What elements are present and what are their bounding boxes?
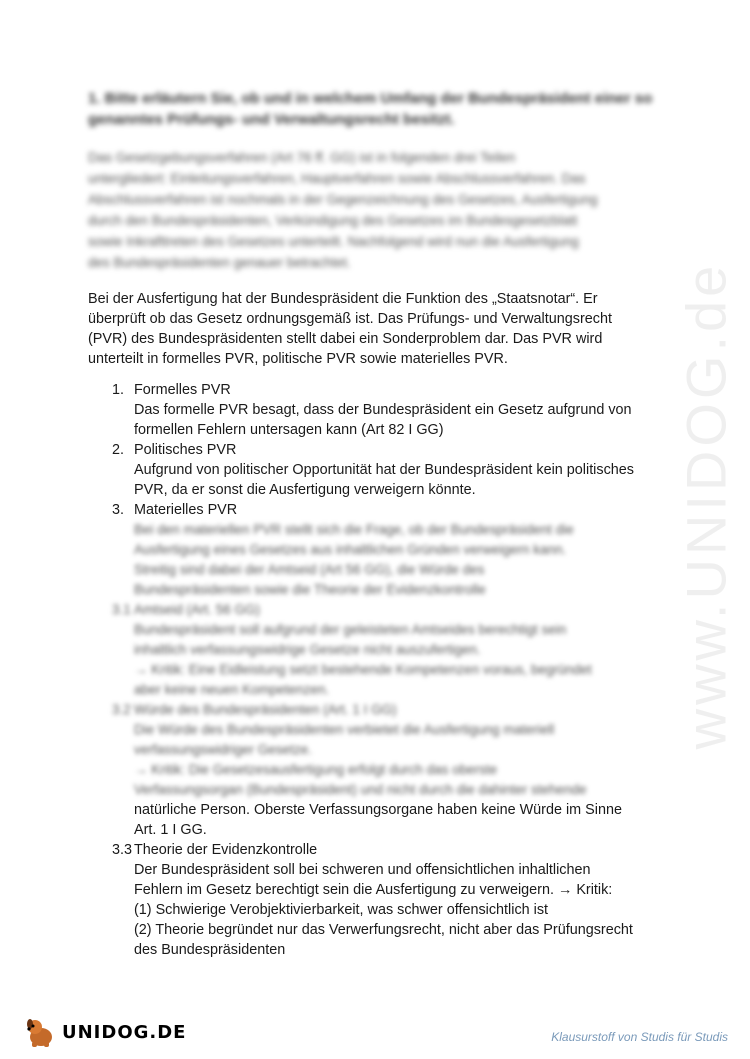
intro-paragraph — [88, 147, 668, 273]
blurred-line: Bundespräsident soll aufgrund der geleisteten Amtseides berechtigt sein — [134, 622, 567, 637]
list-number: 2. — [112, 442, 125, 458]
blurred-line: → Kritik: Eine Eidleistung setzt bestehende Kompetenzen voraus, begründet — [134, 662, 592, 677]
wuerde-continuation-line: natürliche Person. Oberste Verfassungsorgane haben keine Würde im Sinne — [134, 802, 622, 818]
subsection-title: Würde des Bundespräsidenten (Art. 1 I GG) — [134, 702, 397, 717]
list-item-line: Das formelle PVR besagt, dass der Bundespräsident ein Gesetz aufgrund von — [134, 402, 632, 418]
list-item-line: formellen Fehlern untersagen kann (Art 82 I GG) — [134, 422, 444, 438]
list-item-title: Politisches PVR — [134, 442, 237, 458]
subsection-title: Theorie der Evidenzkontrolle — [134, 842, 318, 858]
subsection-evidenzkontrolle — [112, 840, 672, 860]
list-item-title: Formelles PVR — [134, 382, 231, 398]
evidenz-line: Fehlern im Gesetz berechtigt sein die Ausfertigung zu verweigern. → Kritik: — [134, 882, 613, 898]
evidenz-line: Der Bundespräsident soll bei schweren und offensichtlichen inhaltlichen — [134, 862, 591, 878]
unidog-logo — [24, 1012, 186, 1052]
logo-text: UNIDOG.DE — [62, 1021, 187, 1043]
paragraph-line: Bei der Ausfertigung hat der Bundespräsident die Funktion des „Staatsnotar“. Er — [88, 291, 598, 307]
list-item-title: Materielles PVR — [134, 502, 238, 518]
intro-line: sowie Inkrafttreten des Gesetzes unterteilt. Nachfolgend wird nun die Ausfertigung — [88, 234, 579, 249]
subsection-title: Amtseid (Art. 56 GG) — [134, 602, 261, 617]
list-item-line: PVR, da er sonst die Ausfertigung verweigern könnte. — [134, 482, 476, 498]
blurred-line: Verfassungsorgan (Bundespräsident) und nicht durch die dahinter stehende — [134, 782, 587, 797]
intro-line: untergliedert: Einleitungsverfahren, Hauptverfahren sowie Abschlussverfahren. Das — [88, 171, 586, 186]
blurred-line: → Kritik: Die Gesetzesausfertigung erfolgt durch das oberste — [134, 762, 498, 777]
paragraph-line: unterteilt in formelles PVR, politische PVR sowie materielles PVR. — [88, 351, 508, 367]
staatsnotar-paragraph — [88, 289, 668, 369]
subsection-amtseid — [112, 600, 672, 620]
paragraph-line: überprüft ob das Gesetz ordnungsgemäß ist. Das Prüfungs- und Verwaltungsrecht — [88, 311, 612, 327]
evidenz-line: (1) Schwierige Verobjektivierbarkeit, was schwer offensichtlich ist — [134, 902, 549, 918]
materielles-section — [112, 520, 672, 960]
blurred-block — [112, 520, 672, 800]
evidenz-line: des Bundespräsidenten — [134, 942, 286, 958]
wuerde-continuation-line: Art. 1 I GG. — [134, 822, 207, 838]
subsection-number: 3.3 — [112, 842, 133, 858]
list-item-formelles — [112, 380, 672, 440]
paragraph-line: (PVR) des Bundespräsidenten stellt dabei ein Sonderproblem dar. Das PVR wird — [88, 331, 603, 347]
blurred-line: Bundespräsidenten sowie die Theorie der Evidenzkontrolle — [134, 582, 486, 597]
list-item-politisches — [112, 440, 672, 500]
intro-line: Abschlussverfahren ist nochmals in der Gegenzeichnung des Gesetzes, Ausfertigung — [88, 192, 598, 207]
intro-line: durch den Bundespräsidenten, Verkündigung des Gesetzes im Bundesgesetzblatt — [88, 213, 578, 228]
evidenz-line: (2) Theorie begründet nur das Verwerfungsrecht, nicht aber das Prüfungsrecht — [134, 922, 633, 938]
intro-line: Das Gesetzgebungsverfahren (Art 76 ff. GG) ist in folgenden drei Teilen — [88, 150, 516, 165]
blurred-line: Die Würde des Bundespräsidenten verbietet die Ausfertigung materiell — [134, 722, 555, 737]
blurred-line: aber keine neuen Kompetenzen. — [134, 682, 330, 697]
blurred-line: verfassungswidriger Gesetze. — [134, 742, 312, 757]
subsection-number: 3.1 — [112, 602, 131, 617]
blurred-line: Streitig sind dabei der Amtseid (Art 56 GG), die Würde des — [134, 562, 485, 577]
subsection-number: 3.2 — [112, 702, 131, 717]
footer-slogan: Klausurstoff von Studis für Studis — [551, 1030, 728, 1044]
blurred-line: inhaltlich verfassungswidrige Gesetze nicht auszufertigen. — [134, 642, 481, 657]
list-item-line: Aufgrund von politischer Opportunität hat der Bundespräsident kein politisches — [134, 462, 634, 478]
list-item-materielles — [112, 500, 672, 520]
blurred-line: Ausfertigung eines Gesetzes aus inhaltlichen Gründen verweigern kann. — [134, 542, 567, 557]
question-heading: 1. Bitte erläutern Sie, ob und in welchem Umfang der Bundespräsident einer so genanntes Prüfungs- und Verwaltungsrecht besitzt. — [88, 90, 653, 128]
subsection-wuerde — [112, 700, 672, 720]
watermark-text: www.UNIDOG.de — [674, 261, 738, 749]
blurred-line: Bei den materiellen PVR stellt sich die Frage, ob der Bundespräsident die — [134, 522, 574, 537]
pvr-list — [112, 380, 672, 520]
intro-line: des Bundespräsidenten genauer betrachtet. — [88, 255, 351, 270]
list-number: 1. — [112, 382, 125, 398]
dog-icon — [24, 1015, 58, 1049]
list-number: 3. — [112, 502, 125, 518]
